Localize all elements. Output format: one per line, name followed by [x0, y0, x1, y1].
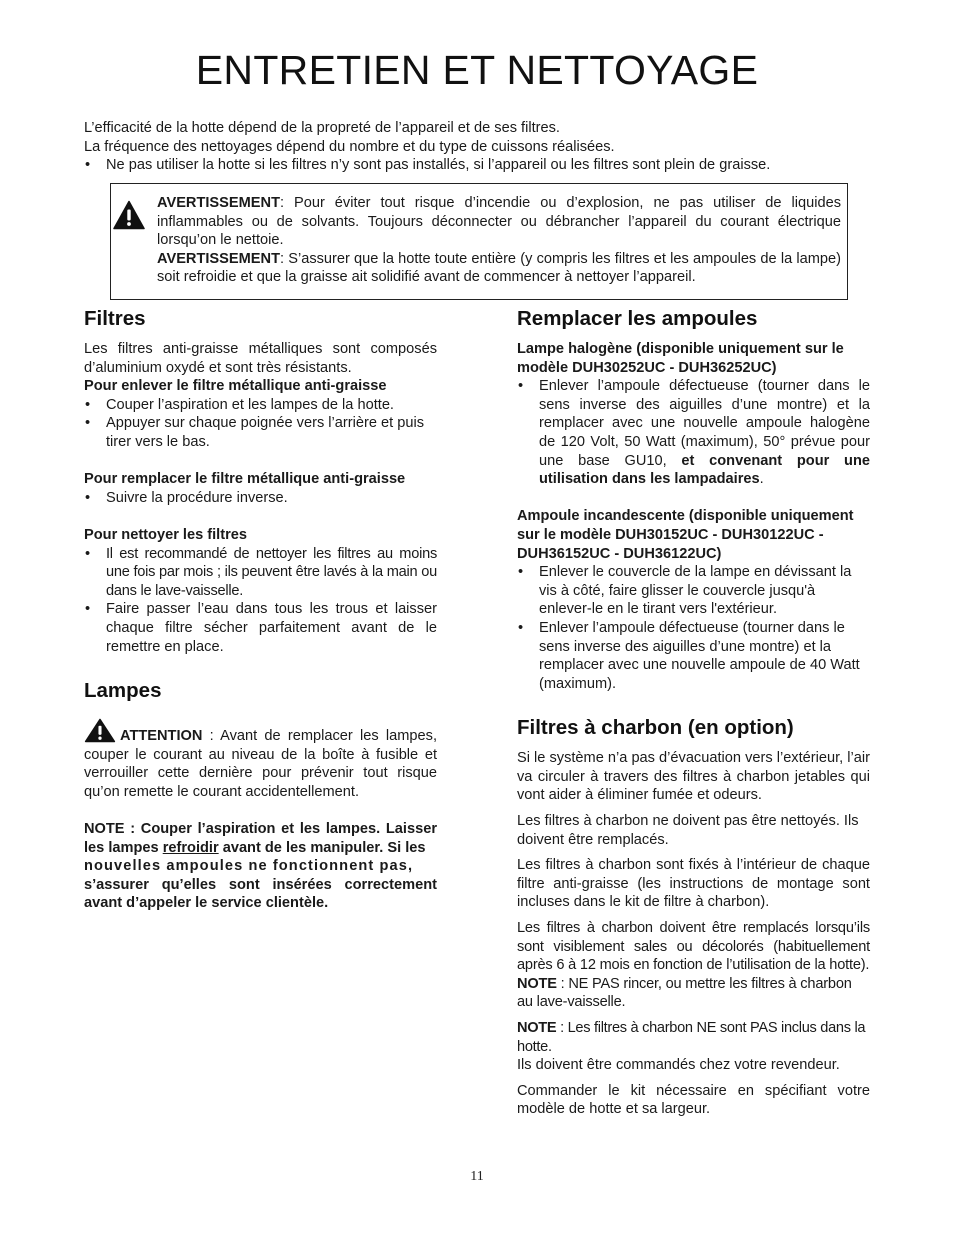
warning-text: [157, 194, 841, 287]
warning-icon: [113, 200, 145, 230]
warning-label-1: AVERTISSEMENT: [157, 195, 280, 211]
lampes-note: [84, 820, 437, 913]
charbon-p2: Les filtres à charbon ne doivent pas être nettoyés. Ils doivent être remplacés.: [517, 813, 859, 848]
halogen-bold: et convenant pour une utilisation dans les lampadaires: [539, 452, 870, 488]
attention-text: : Avant de remplacer les lampes, couper le courant au niveau de la boîte à fusible et verrouiller cette dernière pour prévenir tout risque qu’on remette le courant accidentellement.: [84, 728, 437, 800]
filtres-paragraph: Les filtres anti-graisse métalliques sont composés d’aluminium oxydé et sont très résistants.: [84, 341, 437, 376]
charbon-p5: Commander le kit nécessaire en spécifiant votre modèle de hotte et sa largeur.: [517, 1082, 870, 1118]
list-item: [517, 377, 870, 489]
halogen-title: Lampe halogène (disponible uniquement sur le modèle DUH30252UC - DUH36252UC): [517, 341, 844, 376]
list-item: • Suivre la procédure inverse.: [84, 489, 437, 508]
intro-line-2: La fréquence des nettoyages dépend du nombre et du type de cuissons réalisées.: [84, 138, 615, 155]
note-text: : NE PAS rincer, ou mettre les filtres à charbon au lave-vaisselle.: [517, 975, 852, 1011]
incand-title: Ampoule incandescente (disponible uniquement sur le modèle DUH30152UC - DUH30122UC - DUH36152UC - DUH36122UC): [517, 508, 854, 562]
warning-text-1: : Pour éviter tout risque d’incendie ou d’explosion, ne pas utiliser de liquides inflammables ou de solvants. Toujours déconnecter ou débrancher l’appareil du courant électrique lorsqu’on le nettoie.: [157, 195, 841, 249]
charbon-note-2-line-2: Ils doivent être commandés chez votre revendeur.: [517, 1057, 840, 1074]
lampes-attention: [84, 718, 437, 801]
lampes-heading: Lampes: [84, 679, 162, 703]
right-column: [517, 306, 870, 1119]
note-text: : Les filtres à charbon NE sont PAS inclus dans la hotte.: [517, 1020, 866, 1055]
warning-label-2: AVERTISSEMENT: [157, 250, 280, 267]
list-item: • Enlever l’ampoule défectueuse (tourner dans le sens inverse des aiguilles d’une montre) et la remplacer avec une nouvelle ampoule de 40 Watt (maximum).: [517, 619, 870, 693]
list-item: • Enlever le couvercle de la lampe en dévissant la vis à côté, faire glisser le couvercle jusqu'à enlever-le en le tirant vers l'extérieur.: [517, 563, 870, 619]
left-column: [84, 306, 437, 913]
note-part-b: avant de les manipuler. Si les: [218, 839, 426, 856]
halogen-end: .: [759, 471, 764, 488]
warning-box: [110, 183, 848, 300]
list-item: • Appuyer sur chaque poignée vers l’arrière et puis tirer vers le bas.: [84, 414, 437, 451]
attention-label: ATTENTION: [120, 728, 203, 745]
list-item: • Couper l’aspiration et les lampes de la hotte.: [84, 396, 437, 415]
intro: [84, 119, 884, 175]
warning-paragraph-1: [157, 194, 841, 250]
warning-paragraph-2: [157, 250, 841, 287]
intro-line-1: L’efficacité de la hotte dépend de la propreté de l’appareil et de ses filtres.: [84, 120, 560, 136]
page-title: ENTRETIEN ET NETTOYAGE: [195, 47, 759, 93]
charbon-p4: Les filtres à charbon doivent être remplacés lorsqu’ils sont visiblement sales ou décolorés (habituellement après 6 à 12 mois en fonction de l’utilisation de la hotte).: [517, 920, 870, 974]
filtres-heading: Filtres: [84, 307, 146, 330]
note-part-d: s’assurer qu’elles sont insérées correctement avant d’appeler le service clientèle.: [84, 876, 437, 912]
list-item: • Faire passer l’eau dans tous les trous et laisser chaque filtre sécher parfaitement avant de le remettre en place.: [84, 600, 437, 656]
charbon-note-1: [517, 975, 870, 1012]
filtres-sub-nettoyer: Pour nettoyer les filtres: [84, 526, 248, 543]
ampoules-heading: Remplacer les ampoules: [517, 307, 758, 330]
warning-text-2: : S’assurer que la hotte toute entière (y compris les filtres et les ampoules de la lampe) soit refroidie et que la graisse ait solidifié avant de commencer à nettoyer l’appareil.: [157, 250, 841, 286]
intro-bullet: • Ne pas utiliser la hotte si les filtres n’y sont pas installés, si l’appareil ou les filtres sont plein de graisse.: [84, 156, 884, 175]
note-part-c: nouvelles ampoules ne fonctionnent pas,: [84, 858, 414, 875]
filtres-sub-remplacer: Pour remplacer le filtre métallique anti-graisse: [84, 471, 406, 488]
list-item: • Il est recommandé de nettoyer les filtres au moins une fois par mois ; ils peuvent être lavés à la main ou dans le lave-vaisselle.: [84, 545, 437, 601]
note-label: NOTE: [517, 975, 557, 992]
note-part-a: NOTE : Couper l’aspiration et les lampes. Laisser les lampes: [84, 821, 437, 856]
warning-icon: [84, 718, 116, 743]
note-underlined: refroidir: [162, 839, 219, 856]
charbon-heading: Filtres à charbon (en option): [517, 716, 794, 740]
note-label: NOTE: [517, 1020, 557, 1036]
charbon-note-2: [517, 1019, 870, 1056]
halogen-text: Enlever l’ampoule défectueuse (tourner dans le sens inverse des aiguilles d’une montre) et la remplacer avec une nouvelle ampoule halogène de 120 Volt, 50 Watt (maximum), 50° prévue pour une base GU10,: [539, 378, 870, 469]
charbon-p3: Les filtres à charbon sont fixés à l’intérieur de chaque filtre anti-graisse (les instructions de montage sont incluses dans le kit de filtre à charbon).: [517, 857, 870, 911]
charbon-p1: Si le système n’a pas d’évacuation vers l’extérieur, l’air va circuler à travers des filtres à charbon jetables qui vont aider à éliminer fumée et odeurs.: [517, 750, 870, 804]
page-number: 11: [470, 1169, 484, 1184]
filtres-sub-enlever: Pour enlever le filtre métallique anti-graisse: [84, 378, 387, 395]
